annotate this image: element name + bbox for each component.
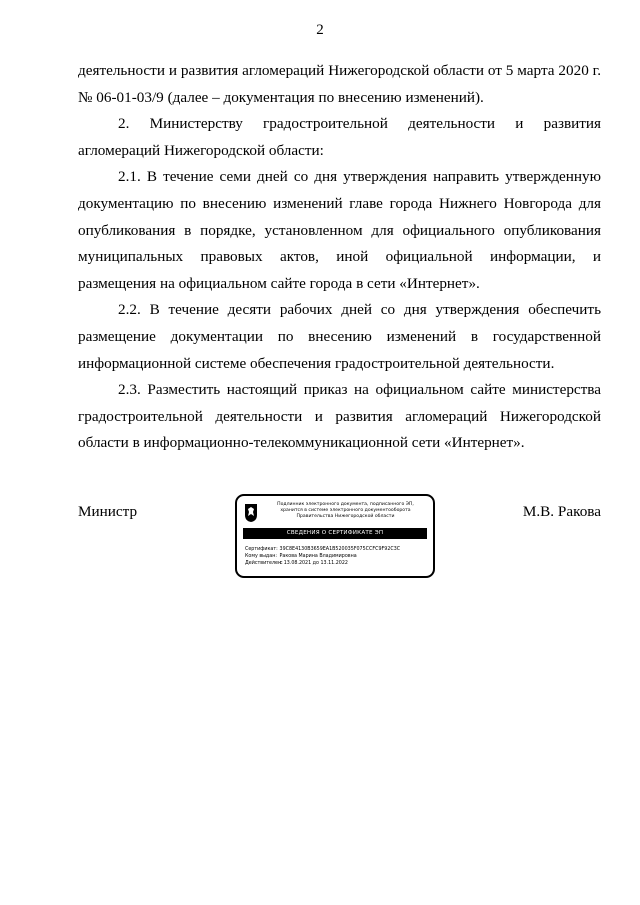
stamp-title-bar: СВЕДЕНИЯ О СЕРТИФИКАТЕ ЭП — [243, 528, 427, 539]
stamp-header-line: хранится в системе электронного документооборота — [280, 508, 411, 513]
validity-value: с 13.08.2021 до 13.11.2022 — [279, 561, 348, 566]
electronic-signature-stamp — [235, 494, 435, 578]
paragraph-item-2-1: 2.1. В течение семи дней со дня утверждения направить утвержденную документацию по внесению изменений главе города Нижнего Новгорода для опубликования в порядке, установленном для официального опубликования муниципальных правовых актов, иной официальной информации, и размещения на официальном сайте города в сети «Интернет». — [78, 168, 601, 292]
validity-label: Действителен: — [245, 561, 283, 566]
issued-to-label: Кому выдан: — [245, 554, 277, 559]
issued-to-row — [245, 553, 430, 560]
paragraph-item-2-3: 2.3. Разместить настоящий приказ на официальном сайте министерства градостроительной деятельности и развития агломераций Нижегородской области в информационно-телекоммуникационной сети «Интернет». — [78, 381, 601, 452]
signer-position: Министр — [78, 503, 138, 520]
stamp-header-line: Правительства Нижегородской области — [296, 514, 395, 519]
certificate-row — [245, 546, 430, 553]
page-number: 2 — [316, 22, 324, 38]
validity-row — [245, 560, 430, 567]
paragraph-continuation: деятельности и развития агломераций Нижегородской области от 5 марта 2020 г. № 06-01-03/9 (далее – документация по внесению изменений). — [78, 62, 601, 106]
issued-to-value: Ракова Марина Владимировна — [279, 554, 357, 559]
signer-name: М.В. Ракова — [522, 503, 601, 520]
certificate-value: 39C8E4130B3659EA1B520035F075CCFC9F92C3C — [279, 547, 401, 552]
document-body — [78, 58, 601, 457]
stamp-header — [263, 502, 428, 520]
stamp-header-line: Подлинник электронного документа, подписанного ЭП, — [277, 502, 414, 507]
paragraph-item-2: 2. Министерству градостроительной деятельности и развития агломераций Нижегородской области: — [78, 115, 601, 159]
coat-of-arms-icon — [244, 503, 258, 523]
certificate-label: Сертификат: — [245, 547, 278, 552]
paragraph-item-2-2: 2.2. В течение десяти рабочих дней со дня утверждения обеспечить размещение документации по внесению изменений в государственной информационной системе обеспечения градостроительной деятельности. — [78, 301, 601, 372]
stamp-details — [245, 546, 430, 567]
